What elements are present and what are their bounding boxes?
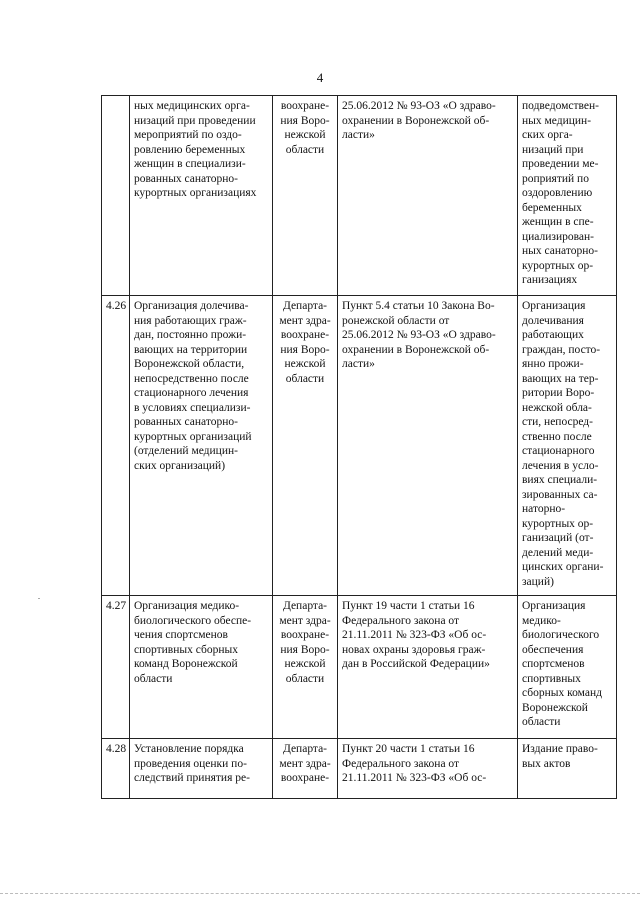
cell-line: воохране-	[280, 329, 330, 341]
scan-speck	[38, 598, 40, 599]
cell-line: Организация	[522, 600, 586, 612]
cell-line: спортивных	[522, 672, 581, 685]
cell-line: Федерального закона от	[342, 757, 460, 770]
cell-line: воохране-	[280, 100, 330, 112]
cell-line: (отделений медицин-	[134, 445, 238, 457]
row-name-cell	[130, 739, 273, 799]
cell-line: Организация медико-	[134, 600, 240, 612]
cell-line: Воронежской	[522, 701, 588, 714]
cell-line: спортивных сборных	[134, 643, 238, 656]
cell-line: охранении в Воронежской об-	[342, 114, 490, 127]
row-department-cell	[273, 296, 338, 596]
cell-line: области	[285, 143, 325, 156]
cell-line: ских орга-	[522, 129, 573, 141]
cell-line: Департа-	[282, 600, 328, 612]
cell-line: ния работающих граж-	[134, 314, 247, 327]
table-row	[102, 296, 617, 596]
cell-line: курортных ор-	[522, 259, 594, 272]
cell-line: курортных ор-	[522, 517, 594, 530]
cell-line: вающих на тер-	[522, 372, 599, 385]
cell-line: области	[285, 672, 325, 685]
cell-line: области	[522, 716, 561, 728]
cell-line: 25.06.2012 № 93-ОЗ «О здраво-	[342, 329, 496, 341]
cell-line: ганизаций (от-	[522, 532, 594, 544]
row-result-cell	[518, 596, 617, 739]
cell-line: сти, непосред-	[522, 416, 593, 428]
cell-line: мент здра-	[279, 757, 331, 770]
cell-line: нежской	[284, 358, 326, 370]
cell-line: Издание право-	[522, 743, 598, 755]
cell-line: области	[285, 372, 325, 385]
cell-line: стационарного	[522, 445, 595, 457]
cell-line: вых актов	[522, 757, 571, 770]
row-result-cell	[518, 296, 617, 596]
cell-line: ласти»	[342, 129, 375, 141]
row-name-cell	[130, 96, 273, 296]
cell-line: ния Воро-	[280, 343, 330, 356]
cell-line: ственно после	[522, 430, 592, 443]
cell-line: делений меди-	[522, 546, 594, 559]
table-body	[102, 96, 617, 799]
cell-line: янно прожи-	[522, 358, 584, 370]
cell-line: рованных санаторно-	[134, 416, 238, 428]
cell-line: рованных санаторно-	[134, 172, 238, 185]
cell-line: граждан, посто-	[522, 343, 601, 356]
cell-line: циализирован-	[522, 230, 594, 243]
page-bottom-edge	[0, 893, 640, 894]
cell-line: лечения в усло-	[522, 459, 599, 472]
cell-line: воохране-	[280, 629, 330, 641]
cell-line: охранении в Воронежской об-	[342, 343, 490, 356]
cell-text: 4.28	[106, 743, 127, 755]
row-department-cell	[273, 739, 338, 799]
cell-line: вающих на территории	[134, 343, 248, 356]
cell-text: 4.27	[106, 600, 127, 612]
cell-line: биологического	[522, 629, 600, 641]
row-number	[102, 596, 130, 739]
cell-line: ганизациях	[522, 274, 578, 286]
cell-line: области	[134, 672, 173, 685]
cell-line: команд Воронежской	[134, 658, 238, 670]
cell-line: нежской	[284, 658, 326, 670]
row-basis-cell	[338, 596, 518, 739]
row-result-cell	[518, 739, 617, 799]
cell-line: 21.11.2011 № 323-ФЗ «Об ос-	[342, 629, 487, 641]
cell-line: биологического обеспе-	[134, 614, 252, 627]
cell-line: сборных команд	[522, 687, 602, 699]
cell-line: спортсменов	[522, 658, 585, 670]
cell-line: Пункт 5.4 статьи 10 Закона Во-	[342, 300, 495, 312]
cell-line: Пункт 19 части 1 статьи 16	[342, 600, 475, 612]
cell-line: ских организаций)	[134, 459, 226, 472]
cell-line: подведомствен-	[522, 100, 599, 112]
cell-line: беременных	[522, 201, 582, 214]
row-department-cell	[273, 96, 338, 296]
cell-line: виях специали-	[522, 474, 598, 486]
cell-line: мент здра-	[279, 314, 331, 327]
row-number	[102, 739, 130, 799]
cell-line: нежской	[284, 129, 326, 141]
cell-line: Воронежской области,	[134, 358, 245, 370]
cell-line: 21.11.2011 № 323-ФЗ «Об ос-	[342, 772, 487, 784]
cell-line: женщин в спе-	[522, 216, 594, 228]
cell-line: проведения оценки по-	[134, 757, 247, 770]
row-basis-cell	[338, 296, 518, 596]
cell-text: 4.26	[106, 300, 127, 312]
cell-line: низаций при	[522, 143, 584, 156]
cell-line: ных санаторно-	[522, 245, 598, 257]
cell-line: воохране-	[280, 772, 330, 784]
cell-line: женщин в специализи-	[134, 158, 246, 170]
cell-line: наторно-	[522, 503, 566, 515]
cell-line: цинских органи-	[522, 561, 604, 573]
cell-line: Департа-	[282, 743, 328, 755]
row-name-cell	[130, 296, 273, 596]
cell-line: ных медицинских орга-	[134, 100, 250, 112]
document-table	[101, 95, 617, 799]
page-number: 4	[316, 70, 324, 85]
cell-line: Установление порядка	[134, 743, 244, 755]
cell-line: мент здра-	[279, 614, 331, 627]
row-result-cell	[518, 96, 617, 296]
cell-line: курортных организаций	[134, 430, 252, 443]
cell-line: Федерального закона от	[342, 614, 460, 627]
cell-line: Организация долечива-	[134, 300, 249, 312]
cell-line: следствий принятия ре-	[134, 772, 250, 784]
cell-line: медико-	[522, 614, 561, 627]
cell-line: стационарного лечения	[134, 387, 249, 399]
table-row	[102, 596, 617, 739]
cell-line: Пункт 20 части 1 статьи 16	[342, 743, 475, 755]
cell-line: оздоровлению	[522, 187, 593, 199]
cell-line: роприятий по	[522, 172, 589, 185]
cell-line: заций)	[522, 575, 554, 588]
cell-line: 25.06.2012 № 93-ОЗ «О здраво-	[342, 100, 496, 112]
row-basis-cell	[338, 739, 518, 799]
cell-line: дан в Российской Федерации»	[342, 658, 490, 670]
cell-line: проведении ме-	[522, 158, 599, 170]
row-number	[102, 296, 130, 596]
row-department-cell	[273, 596, 338, 739]
table-row	[102, 739, 617, 799]
cell-line: Департа-	[282, 300, 328, 312]
cell-line: зированных са-	[522, 488, 598, 501]
row-name-cell	[130, 596, 273, 739]
cell-line: ния Воро-	[280, 114, 330, 127]
cell-line: в условиях специализи-	[134, 401, 251, 414]
cell-line: ных медицин-	[522, 114, 592, 127]
cell-line: ровлению беременных	[134, 143, 246, 156]
row-basis-cell	[338, 96, 518, 296]
cell-line: ронежской области от	[342, 314, 450, 327]
cell-line: непосредственно после	[134, 372, 249, 385]
cell-line: нежской обла-	[522, 401, 592, 414]
cell-line: дан, постоянно прожи-	[134, 329, 247, 341]
cell-line: ласти»	[342, 358, 375, 370]
cell-line: долечивания	[522, 314, 584, 327]
table-row	[102, 96, 617, 296]
cell-line: работающих	[522, 329, 584, 341]
cell-line: ния Воро-	[280, 643, 330, 656]
cell-line: новах охраны здоровья граж-	[342, 643, 486, 656]
cell-line: мероприятий по оздо-	[134, 129, 242, 141]
cell-line: низаций при проведении	[134, 114, 256, 127]
cell-line: чения спортсменов	[134, 629, 228, 641]
cell-line: ритории Воро-	[522, 387, 595, 399]
cell-line: обеспечения	[522, 643, 584, 656]
cell-line: курортных организациях	[134, 187, 257, 199]
cell-line: Организация	[522, 300, 586, 312]
row-number	[102, 96, 130, 296]
